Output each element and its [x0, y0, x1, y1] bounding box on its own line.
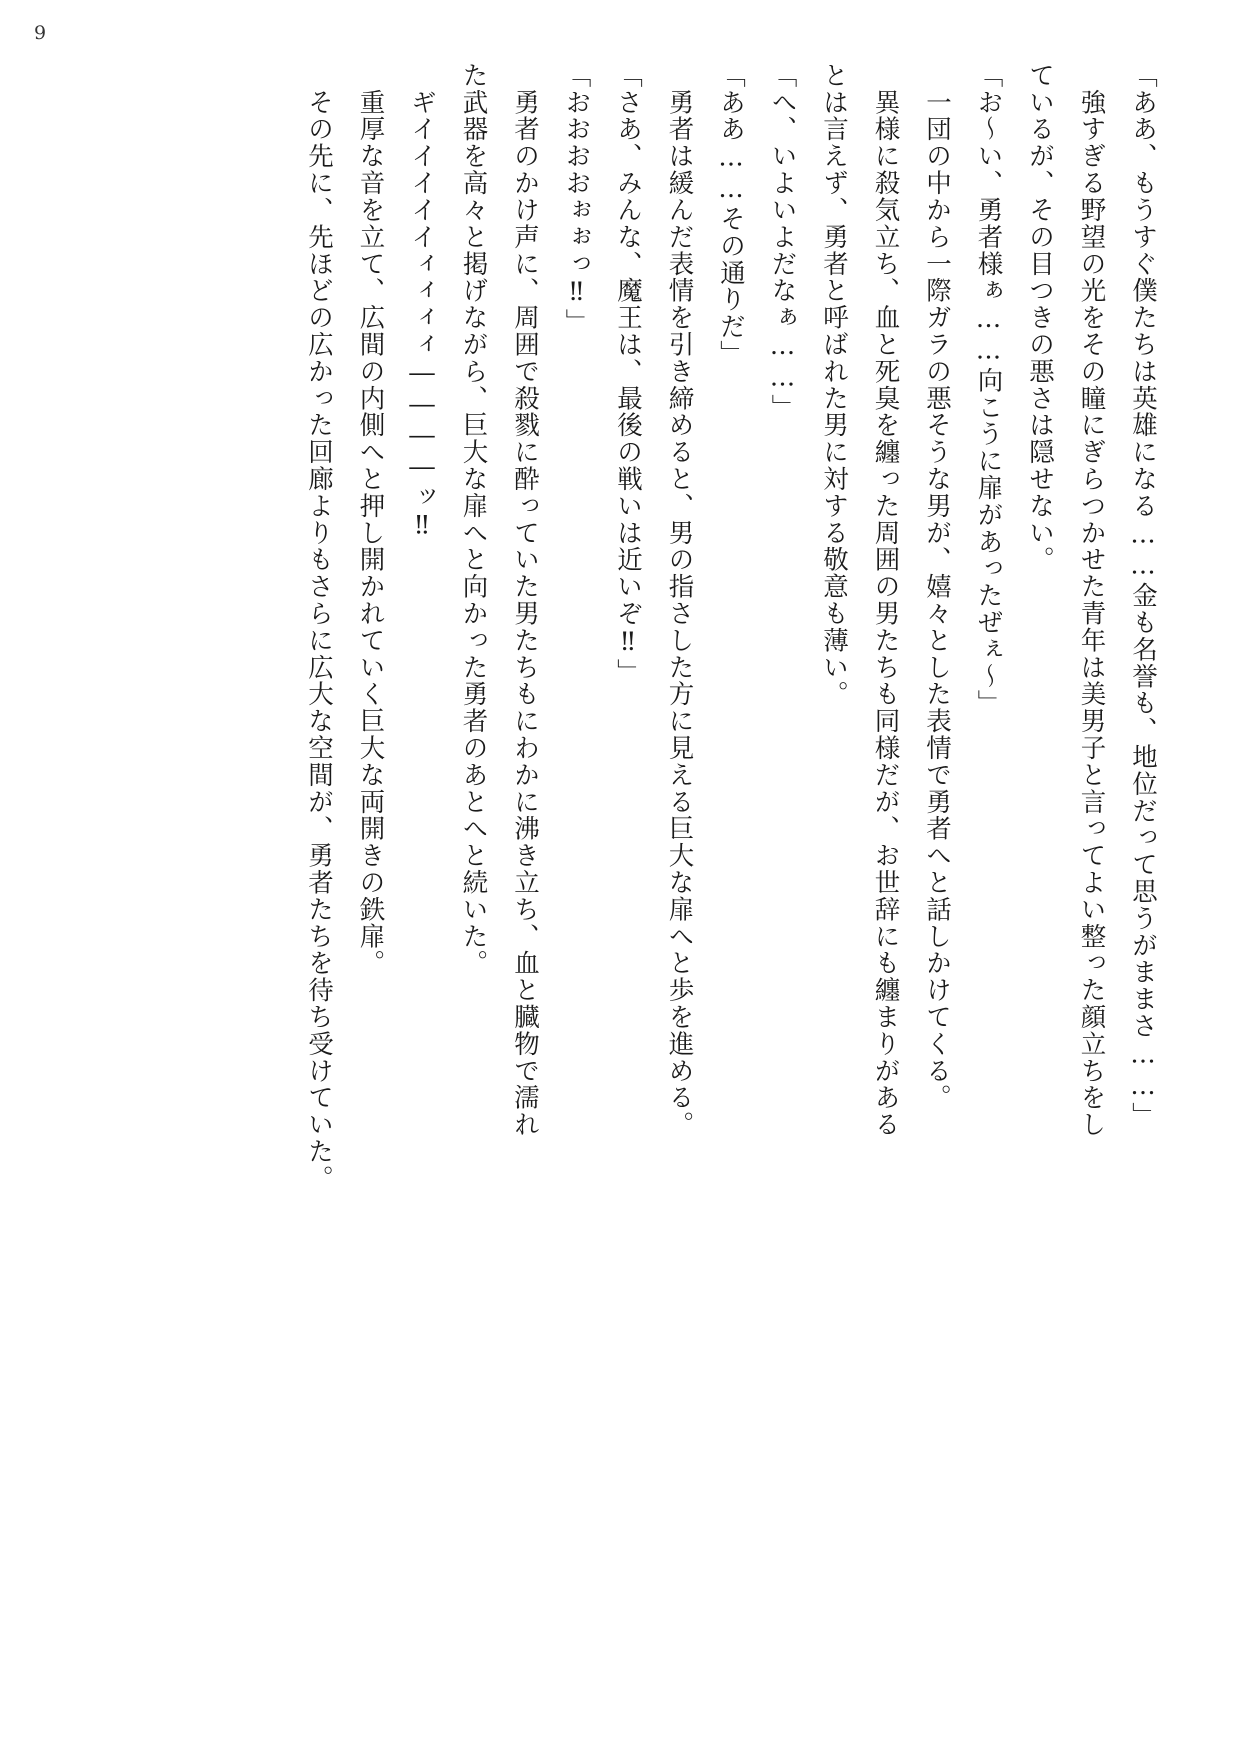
paragraph: その先に、先ほどの広かった回廊よりもさらに広大な空間が、勇者たちを待ち受けていた。	[304, 62, 334, 1192]
paragraph: 勇者のかけ声に、周囲で殺戮に酔っていた男たちもにわかに沸き立ち、血と臓物で濡れ	[510, 62, 540, 1139]
paragraph: 勇者は緩んだ表情を引き締めると、男の指さした方に見える巨大な扉へと歩を進める。	[664, 62, 695, 1139]
paragraph: 重厚な音を立て、広間の内側へと押し開かれていく巨大な両開きの鉄扉。	[355, 62, 386, 977]
paragraph: 一団の中から一際ガラの悪そうな男が、嬉々とした表情で勇者へと話しかけてくる。	[922, 62, 952, 1112]
paragraph: 「ああ、もうすぐ僕たちは英雄になる……金も名誉も、地位だって思うがままさ……」	[1128, 62, 1158, 1130]
paragraph: とは言えず、勇者と呼ばれた男に対する敬意も薄い。	[819, 62, 849, 708]
paragraph: た武器を高々と掲げながら、巨大な扉へと向かった勇者のあとへと続いた。	[458, 62, 489, 977]
paragraph: ているが、その目つきの悪さは隠せない。	[1025, 62, 1055, 574]
paragraph: 強すぎる野望の光をその瞳にぎらつかせた青年は美男子と言ってよい整った顔立ちをし	[1076, 62, 1107, 1139]
paragraph: 「おおおおぉぉっ‼」	[561, 62, 592, 336]
paragraph: 「お～い、勇者様ぁ……向こうに扉があったぜぇ～」	[973, 62, 1004, 717]
paragraph: ギイイイイイィィィィ――――ッ‼	[407, 62, 437, 542]
paragraph: 「へ、いよいよだなぁ……」	[767, 62, 798, 421]
page-body-text	[78, 62, 1168, 1678]
paragraph: 「ああ……その通りだ」	[716, 62, 746, 367]
paragraph: 異様に殺気立ち、血と死臭を纏った周囲の男たちも同様だが、お世辞にも纏まりがある	[870, 62, 901, 1139]
paragraph: 「さあ、みんな、魔王は、最後の戦いは近いぞ‼」	[613, 62, 643, 686]
page-number: 9	[34, 22, 47, 44]
